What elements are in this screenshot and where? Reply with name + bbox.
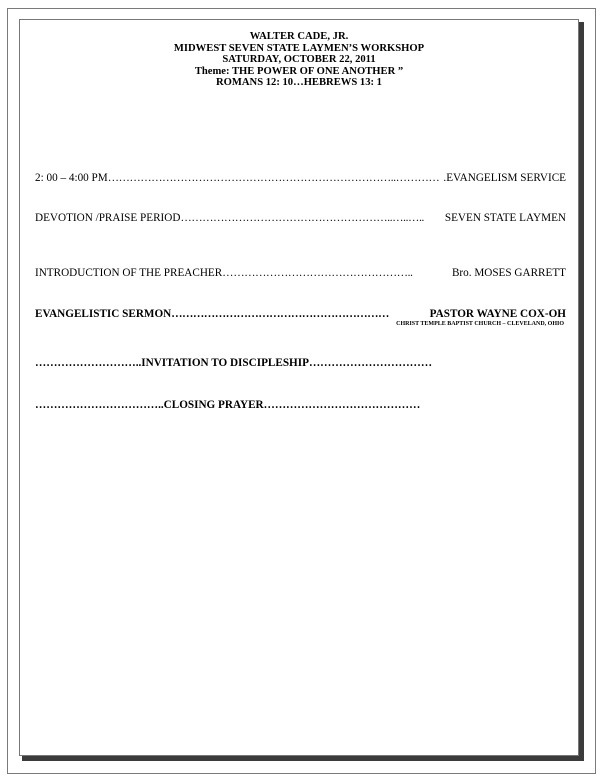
introduction-presenter: Bro. MOSES GARRETT xyxy=(451,267,566,279)
closing-title: CLOSING PRAYER xyxy=(163,399,264,411)
invitation-title: INVITATION TO DISCIPLESHIP xyxy=(141,357,309,369)
sermon-church: CHRIST TEMPLE BAPTIST CHURCH – CLEVELAND, OHIO xyxy=(396,321,564,327)
devotion-leader: SEVEN STATE LAYMEN xyxy=(444,212,566,224)
devotion-leader-dots: …………………………………………………..…..….. xyxy=(180,212,425,224)
header-name: WALTER CADE, JR. xyxy=(249,31,349,42)
program-item-devotion xyxy=(35,212,566,225)
program-item-sermon xyxy=(35,308,566,328)
header-date: SATURDAY, OCTOBER 22, 2011 xyxy=(222,54,376,66)
service-leader-dots: ……………………………………………………………………..………… xyxy=(107,172,440,184)
introduction-leader-dots: ………………………………………….. xyxy=(233,267,413,279)
sermon-leader-dots: …………………………………………………… xyxy=(171,308,390,320)
service-time: 2: 00 – 4:00 PM xyxy=(35,172,108,184)
closing-trail-dots: …………………………………… xyxy=(263,399,421,411)
closing-lead-dots: …………………………….. xyxy=(35,399,164,411)
invitation-trail-dots: …………………………… xyxy=(308,357,432,369)
document-header xyxy=(20,31,578,89)
sermon-preacher: PASTOR WAYNE COX-OH xyxy=(429,308,566,320)
devotion-label: DEVOTION /PRAISE PERIOD xyxy=(35,212,181,224)
program-item-service xyxy=(35,172,566,185)
program-page xyxy=(19,19,579,756)
introduction-label: INTRODUCTION OF THE PREACHER… xyxy=(35,267,234,279)
program-item-closing xyxy=(35,399,420,412)
header-event: MIDWEST SEVEN STATE LAYMEN’S WORKSHOP xyxy=(173,42,425,54)
header-scripture: ROMANS 12: 10…HEBREWS 13: 1 xyxy=(216,77,382,89)
sermon-label: EVANGELISTIC SERMON xyxy=(35,308,172,320)
invitation-lead-dots: ……………………….. xyxy=(35,357,142,369)
program-item-introduction xyxy=(35,267,566,280)
header-theme: Theme: THE POWER OF ONE ANOTHER ” xyxy=(194,65,404,77)
program-item-invitation xyxy=(35,357,432,370)
service-title: .EVANGELISM SERVICE xyxy=(443,172,566,184)
